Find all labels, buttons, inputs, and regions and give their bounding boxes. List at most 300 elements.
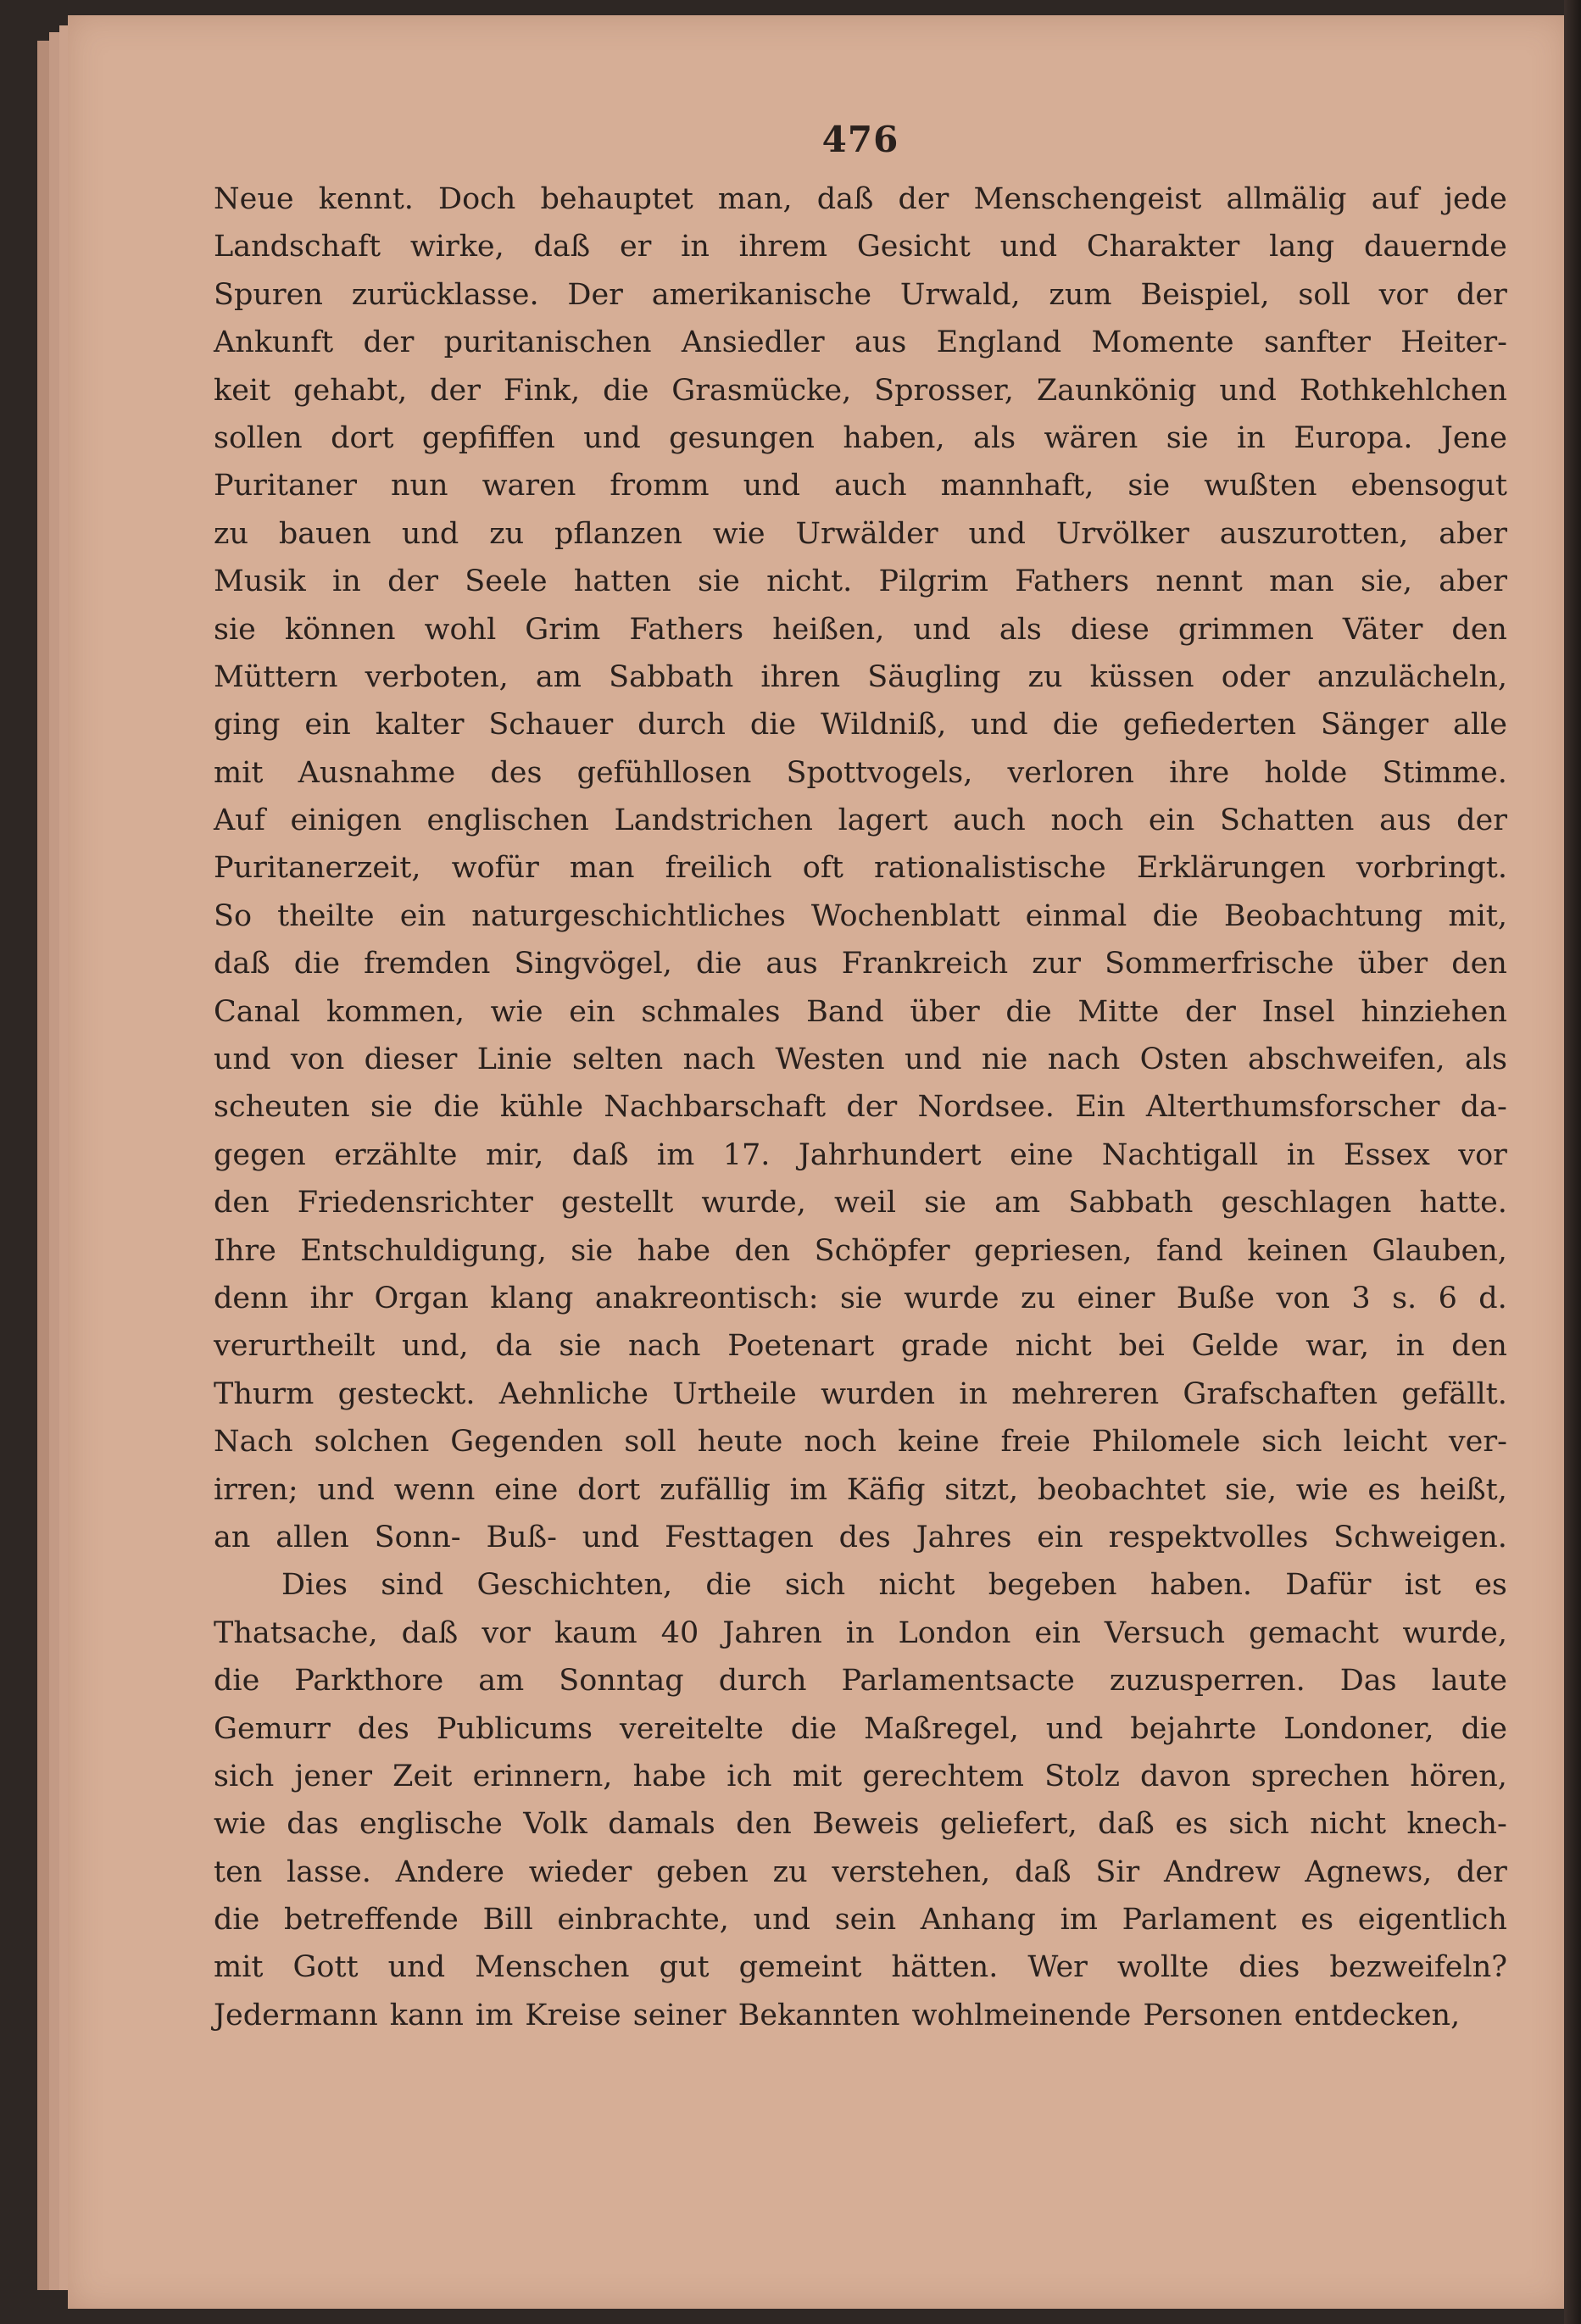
text-line bbox=[214, 844, 1507, 892]
word: ist bbox=[1404, 1568, 1441, 1603]
word: Müttern bbox=[214, 659, 338, 694]
word: Beweis bbox=[812, 1807, 920, 1842]
word: ein bbox=[399, 898, 447, 933]
word: aus bbox=[765, 947, 818, 981]
word: vor bbox=[1458, 1137, 1507, 1172]
word: und bbox=[913, 612, 971, 647]
word: sollen bbox=[214, 420, 303, 455]
word: Europa. bbox=[1294, 420, 1413, 455]
word: zufällig bbox=[660, 1472, 771, 1507]
word: da bbox=[495, 1329, 532, 1364]
word: naturgeschichtliches bbox=[471, 898, 786, 933]
word: mehreren bbox=[1011, 1376, 1160, 1411]
word: und bbox=[1045, 1711, 1104, 1746]
word: eine bbox=[1010, 1137, 1074, 1172]
word: im bbox=[656, 1137, 695, 1172]
word: Ihre bbox=[214, 1233, 276, 1268]
word: Grasmücke, bbox=[671, 373, 852, 408]
word: Beobachtung bbox=[1223, 898, 1423, 933]
word: Andere bbox=[395, 1854, 504, 1889]
word: vor bbox=[1378, 277, 1428, 312]
word: Doch bbox=[438, 182, 516, 216]
word: Publicums bbox=[436, 1711, 593, 1746]
word: und bbox=[583, 420, 641, 455]
word: gefühllosen bbox=[576, 755, 752, 790]
word: Gott bbox=[292, 1950, 359, 1985]
word: Puritaner bbox=[214, 469, 357, 503]
word: gesungen bbox=[669, 420, 815, 455]
word: Buße bbox=[1176, 1281, 1255, 1315]
word: Sprosser, bbox=[874, 373, 1014, 408]
word: kalter bbox=[375, 708, 465, 742]
word: ein bbox=[1148, 803, 1195, 838]
word: vorbringt. bbox=[1356, 851, 1507, 886]
word: abschweifen, bbox=[1248, 1042, 1445, 1077]
word: als bbox=[999, 612, 1042, 647]
word: oder bbox=[1221, 659, 1290, 694]
word: haben. bbox=[1150, 1568, 1253, 1603]
word: den bbox=[736, 1807, 792, 1842]
word: ich bbox=[726, 1759, 772, 1793]
word: sie bbox=[559, 1329, 602, 1364]
word: von bbox=[1276, 1281, 1330, 1315]
word: Schatten bbox=[1220, 803, 1355, 838]
word: die bbox=[749, 708, 797, 742]
word: mit bbox=[214, 755, 264, 790]
word: Momente bbox=[1091, 325, 1234, 360]
word: d. bbox=[1478, 1281, 1507, 1315]
word: sein bbox=[834, 1903, 897, 1938]
word: heißen, bbox=[772, 612, 885, 647]
word: der bbox=[1456, 803, 1507, 838]
word: sitzt, bbox=[944, 1472, 1019, 1507]
page-number: 476 bbox=[821, 119, 899, 160]
word: die bbox=[1461, 1711, 1507, 1746]
word: Parlamentsacte bbox=[841, 1664, 1075, 1699]
word: die bbox=[433, 1090, 480, 1125]
word: wurde, bbox=[1402, 1615, 1507, 1650]
word: Urvölker bbox=[1055, 516, 1189, 551]
word: Schöpfer bbox=[814, 1233, 950, 1268]
word: daß bbox=[533, 230, 591, 264]
word: an bbox=[214, 1520, 251, 1554]
word: englischen bbox=[426, 803, 589, 838]
word: Fink, bbox=[503, 373, 581, 408]
word: können bbox=[284, 612, 396, 647]
word: nie bbox=[981, 1042, 1028, 1077]
word: Sabbath bbox=[1068, 1186, 1194, 1220]
word: gehabt, bbox=[293, 373, 408, 408]
word: es bbox=[1175, 1807, 1208, 1842]
word: leicht bbox=[1343, 1425, 1428, 1459]
word: die bbox=[1005, 994, 1052, 1029]
word: oft bbox=[802, 851, 843, 886]
word: 6 bbox=[1438, 1281, 1457, 1315]
word: man, bbox=[717, 182, 793, 216]
word: anzulächeln, bbox=[1317, 659, 1507, 694]
word: und bbox=[905, 1042, 962, 1077]
text-line bbox=[214, 653, 1507, 701]
word: nach bbox=[1047, 1042, 1121, 1077]
word: gut bbox=[659, 1950, 710, 1985]
word: über bbox=[1357, 947, 1428, 981]
word: freie bbox=[1000, 1425, 1071, 1459]
word: irren; bbox=[214, 1472, 298, 1507]
word: zu bbox=[489, 516, 525, 551]
word: auch bbox=[953, 803, 1026, 838]
text-line bbox=[214, 1275, 1507, 1322]
word: kommen, bbox=[326, 994, 465, 1029]
word: zuzusperren. bbox=[1109, 1664, 1305, 1699]
word: Schauer bbox=[488, 708, 614, 742]
word: auch bbox=[834, 469, 907, 503]
word: lang bbox=[1269, 230, 1335, 264]
word: über bbox=[910, 994, 980, 1029]
word: noch bbox=[1050, 803, 1124, 838]
word: man bbox=[1269, 564, 1334, 599]
word: gemeint bbox=[738, 1950, 862, 1985]
text-line bbox=[214, 1179, 1507, 1226]
word: Urwald, bbox=[899, 277, 1021, 312]
word: davon bbox=[1140, 1759, 1231, 1793]
word: puritanischen bbox=[443, 325, 652, 360]
word: gegen bbox=[214, 1137, 306, 1172]
word: kann bbox=[389, 1998, 464, 2032]
word: grade bbox=[900, 1329, 989, 1364]
word: hätten. bbox=[891, 1950, 999, 1985]
word: Fathers bbox=[1015, 564, 1130, 599]
word: Dafür bbox=[1285, 1568, 1372, 1603]
word: keine bbox=[898, 1425, 980, 1459]
word: daß bbox=[1098, 1807, 1155, 1842]
word: mit bbox=[792, 1759, 843, 1793]
text-line bbox=[214, 271, 1507, 319]
word: am bbox=[535, 659, 582, 694]
word: wohlmeinende bbox=[911, 1998, 1132, 2032]
word: ver- bbox=[1448, 1425, 1507, 1459]
word: nach bbox=[627, 1329, 701, 1364]
word: im bbox=[475, 1998, 514, 2032]
word: heißt, bbox=[1419, 1472, 1507, 1507]
word: schmales bbox=[641, 994, 781, 1029]
word: gestellt bbox=[560, 1186, 674, 1220]
word: und bbox=[743, 469, 801, 503]
text-line bbox=[214, 606, 1507, 653]
word: bauen bbox=[278, 516, 371, 551]
word: fremden bbox=[364, 947, 491, 981]
word: Osten bbox=[1139, 1042, 1228, 1077]
word: und bbox=[971, 708, 1028, 742]
word: der bbox=[846, 1090, 898, 1125]
word: Frankreich bbox=[841, 947, 1009, 981]
word: Maßregel, bbox=[863, 1711, 1019, 1746]
word: selten bbox=[572, 1042, 664, 1077]
word: Stimme. bbox=[1382, 755, 1507, 790]
word: Wildniß, bbox=[820, 708, 947, 742]
word: Zaunkönig bbox=[1036, 373, 1197, 408]
word: sie bbox=[571, 1233, 614, 1268]
word: sind bbox=[381, 1568, 444, 1603]
word: und bbox=[317, 1472, 375, 1507]
word: holde bbox=[1264, 755, 1348, 790]
word: Poetenart bbox=[727, 1329, 875, 1364]
word: in bbox=[681, 230, 710, 264]
text-line bbox=[214, 1036, 1507, 1083]
word: Geschichten, bbox=[476, 1568, 673, 1603]
text-line bbox=[214, 1227, 1507, 1275]
word: der bbox=[363, 325, 415, 360]
word: Seele bbox=[465, 564, 548, 599]
word: ein bbox=[1037, 1520, 1083, 1554]
word: aus bbox=[854, 325, 907, 360]
word: vor bbox=[482, 1615, 531, 1650]
word: erinnern, bbox=[472, 1759, 613, 1793]
word: zum bbox=[1049, 277, 1112, 312]
word: seiner bbox=[632, 1998, 726, 2032]
word: küssen bbox=[1089, 659, 1194, 694]
word: und bbox=[968, 516, 1027, 551]
text-line bbox=[214, 1943, 1507, 1991]
word: Väter bbox=[1342, 612, 1423, 647]
word: den bbox=[214, 1186, 270, 1220]
word: Sir bbox=[1095, 1854, 1140, 1889]
text-line bbox=[214, 1705, 1507, 1753]
word: wenn bbox=[393, 1472, 476, 1507]
word: zu bbox=[1021, 1281, 1056, 1315]
word: aber bbox=[1439, 516, 1507, 551]
word: Gemurr bbox=[214, 1711, 331, 1746]
word: Gesicht bbox=[856, 230, 971, 264]
word: Nachbarschaft bbox=[604, 1090, 827, 1125]
word: Zeit bbox=[392, 1759, 453, 1793]
word: den bbox=[1451, 1329, 1507, 1364]
word: sich bbox=[784, 1568, 846, 1603]
word: den bbox=[1451, 612, 1507, 647]
word: wußten bbox=[1204, 469, 1317, 503]
text-line bbox=[214, 749, 1507, 797]
word: Spuren bbox=[214, 277, 323, 312]
word: 17. bbox=[722, 1137, 771, 1172]
word: Westen bbox=[775, 1042, 885, 1077]
word: und bbox=[214, 1042, 271, 1077]
word: sie bbox=[1166, 420, 1209, 455]
word: ten bbox=[214, 1854, 263, 1889]
text-line bbox=[214, 414, 1507, 462]
word: hinziehen bbox=[1361, 994, 1507, 1029]
word: ihre bbox=[1169, 755, 1230, 790]
word: Gegenden bbox=[450, 1425, 604, 1459]
word: Grafschaften bbox=[1183, 1376, 1378, 1411]
word: im bbox=[1060, 1903, 1098, 1938]
word: hatten bbox=[573, 564, 671, 599]
word: hatte. bbox=[1419, 1186, 1507, 1220]
word: ihren bbox=[760, 659, 841, 694]
word: verboten, bbox=[365, 659, 509, 694]
word: s. bbox=[1392, 1281, 1417, 1315]
word: Ankunft bbox=[214, 325, 334, 360]
word: denn bbox=[214, 1281, 289, 1315]
word: Urwälder bbox=[795, 516, 938, 551]
word: am bbox=[478, 1664, 525, 1699]
text-line bbox=[214, 223, 1507, 270]
word: Versuch bbox=[1104, 1615, 1226, 1650]
word: Organ bbox=[374, 1281, 469, 1315]
word: die bbox=[293, 947, 341, 981]
word: verloren bbox=[1007, 755, 1134, 790]
word: daß bbox=[571, 1137, 629, 1172]
word: habe bbox=[632, 1759, 707, 1793]
word: Singvögel, bbox=[514, 947, 672, 981]
word: und bbox=[1219, 373, 1277, 408]
word: das bbox=[287, 1807, 339, 1842]
word: Jahrhundert bbox=[798, 1137, 982, 1172]
word: beobachtet bbox=[1037, 1472, 1206, 1507]
word: zu bbox=[1027, 659, 1063, 694]
word: es bbox=[1367, 1472, 1401, 1507]
word: man bbox=[569, 851, 635, 886]
word: aus bbox=[1379, 803, 1432, 838]
word: Mitte bbox=[1077, 994, 1160, 1029]
word: wie bbox=[712, 516, 765, 551]
binding-shadow bbox=[1564, 0, 1581, 2324]
word: nach bbox=[682, 1042, 756, 1077]
word: nennt bbox=[1155, 564, 1243, 599]
word: der bbox=[898, 182, 949, 216]
word: die bbox=[705, 1568, 752, 1603]
word: in bbox=[1237, 420, 1266, 455]
word: die bbox=[695, 947, 743, 981]
word: Säugling bbox=[867, 659, 1001, 694]
word: anakreontisch: bbox=[594, 1281, 819, 1315]
word: die bbox=[214, 1903, 260, 1938]
word: Der bbox=[567, 277, 623, 312]
word: sprechen bbox=[1250, 1759, 1390, 1793]
word: Alterthumsforscher bbox=[1145, 1090, 1440, 1125]
word: daß bbox=[816, 182, 874, 216]
word: nun bbox=[390, 469, 448, 503]
word: auf bbox=[1371, 182, 1420, 216]
word: des bbox=[357, 1711, 409, 1746]
word: Wochenblatt bbox=[810, 898, 1000, 933]
word: Jene bbox=[1440, 420, 1507, 455]
text-line bbox=[214, 1418, 1507, 1465]
word: lasse. bbox=[287, 1854, 371, 1889]
word: geschlagen bbox=[1221, 1186, 1392, 1220]
word: Thurm bbox=[214, 1376, 315, 1411]
body-text bbox=[214, 175, 1507, 2039]
word: dort bbox=[331, 420, 394, 455]
word: nicht bbox=[1015, 1329, 1092, 1364]
word: Insel bbox=[1261, 994, 1335, 1029]
word: einer bbox=[1077, 1281, 1155, 1315]
word: sie bbox=[1127, 469, 1171, 503]
word: der bbox=[387, 564, 438, 599]
word: Jedermann bbox=[214, 1998, 378, 2032]
word: verurtheilt bbox=[214, 1329, 376, 1364]
word: Ansiedler bbox=[681, 325, 825, 360]
word: behauptet bbox=[540, 182, 693, 216]
word: Beispiel, bbox=[1140, 277, 1270, 312]
word: Glauben, bbox=[1372, 1233, 1507, 1268]
word: Sonn- bbox=[374, 1520, 461, 1554]
word: ihr bbox=[309, 1281, 353, 1315]
word: ging bbox=[214, 708, 281, 742]
word: im bbox=[789, 1472, 828, 1507]
word: gepfiffen bbox=[421, 420, 555, 455]
word: scheuten bbox=[214, 1090, 350, 1125]
word: und bbox=[387, 1950, 446, 1985]
word: soll bbox=[624, 1425, 676, 1459]
word: 3 bbox=[1351, 1281, 1371, 1315]
word: des bbox=[490, 755, 543, 790]
word: eigentlich bbox=[1357, 1903, 1507, 1938]
word: sie bbox=[839, 1281, 882, 1315]
word: Puritanerzeit, bbox=[214, 851, 421, 886]
text-line bbox=[214, 1992, 1507, 2039]
word: geben bbox=[656, 1854, 749, 1889]
word: sie, bbox=[1225, 1472, 1278, 1507]
word: ein bbox=[1034, 1615, 1081, 1650]
word: haben, bbox=[843, 420, 945, 455]
word: Bill bbox=[482, 1903, 533, 1938]
word: in bbox=[1286, 1137, 1316, 1172]
word: die bbox=[1152, 898, 1199, 933]
word: Pilgrim bbox=[878, 564, 988, 599]
word: Personen bbox=[1143, 1998, 1283, 2032]
word: soll bbox=[1298, 277, 1350, 312]
word: amerikanische bbox=[651, 277, 872, 312]
word: Nach bbox=[214, 1425, 293, 1459]
word: in bbox=[959, 1376, 988, 1411]
word: Dies bbox=[281, 1568, 348, 1603]
text-line bbox=[214, 1849, 1507, 1896]
word: Parlament bbox=[1122, 1903, 1277, 1938]
word: Spottvogels, bbox=[786, 755, 973, 790]
word: der bbox=[430, 373, 481, 408]
word: knech- bbox=[1406, 1807, 1507, 1842]
text-line bbox=[214, 1131, 1507, 1179]
word: allmälig bbox=[1226, 182, 1347, 216]
word: alle bbox=[1452, 708, 1507, 742]
word: aber bbox=[1439, 564, 1507, 599]
word: englische bbox=[359, 1807, 503, 1842]
word: diese bbox=[1070, 612, 1150, 647]
word: bei bbox=[1118, 1329, 1165, 1364]
text-line bbox=[214, 175, 1507, 223]
word: es bbox=[1300, 1903, 1334, 1938]
word: Fathers bbox=[629, 612, 744, 647]
word: als bbox=[973, 420, 1016, 455]
word: Sänger bbox=[1320, 708, 1429, 742]
word: Menschen bbox=[475, 1950, 630, 1985]
word: Charakter bbox=[1086, 230, 1240, 264]
word: klang bbox=[490, 1281, 574, 1315]
word: des bbox=[838, 1520, 891, 1554]
word: als bbox=[1464, 1042, 1507, 1077]
word: betreffende bbox=[283, 1903, 459, 1938]
word: und bbox=[999, 230, 1058, 264]
word: wofür bbox=[451, 851, 539, 886]
word: vereitelte bbox=[619, 1711, 764, 1746]
word: Grim bbox=[525, 612, 601, 647]
word: Nordsee. bbox=[917, 1090, 1055, 1125]
word: nicht. bbox=[766, 564, 853, 599]
word: war, bbox=[1305, 1329, 1370, 1364]
word: sie, bbox=[1360, 564, 1412, 599]
word: So bbox=[214, 898, 253, 933]
word: keit bbox=[214, 373, 271, 408]
word: durch bbox=[718, 1664, 807, 1699]
